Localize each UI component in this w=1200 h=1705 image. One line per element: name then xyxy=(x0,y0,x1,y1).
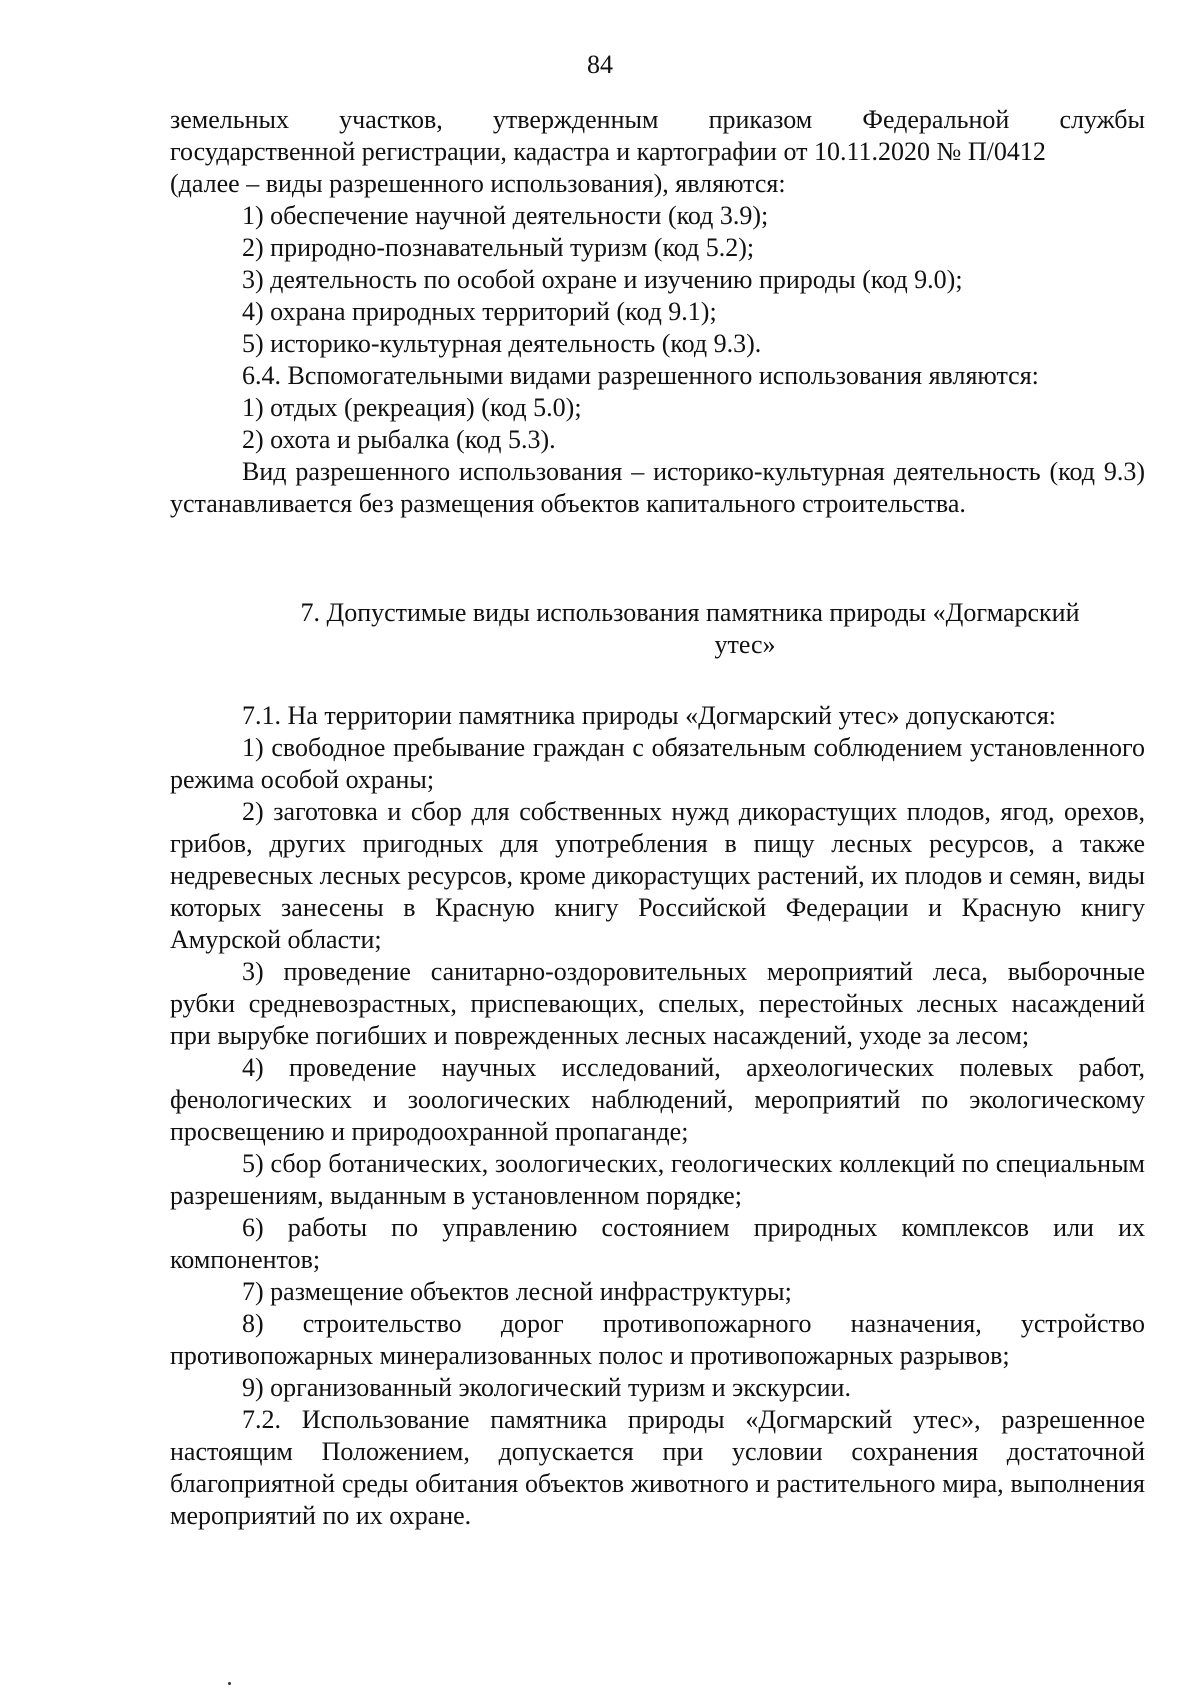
intro-word: земельных xyxy=(170,105,290,134)
intro-line-1 xyxy=(170,104,1145,136)
scan-speck xyxy=(228,1682,231,1685)
list-item: 7) размещение объектов лесной инфраструктуры; xyxy=(242,1277,792,1306)
intro-word: службы xyxy=(1059,105,1145,134)
intro-word: участков, xyxy=(339,105,443,134)
list-item: 5) сбор ботанических, зоологических, геологических коллекций по специальным разрешениям, выданным в установленном порядке; xyxy=(170,1149,1145,1210)
intro-item: 4) охрана природных территорий (код 9.1); xyxy=(242,297,717,326)
aux-item: 2) охота и рыбалка (код 5.3). xyxy=(242,425,556,454)
list-item: 6) работы по управлению состоянием природных комплексов или их компонентов; xyxy=(170,1213,1145,1274)
aux-note: Вид разрешенного использования – историко-культурная деятельность (код 9.3) устанавливается без размещения объектов капитального строительства. xyxy=(170,457,1145,518)
intro-item: 3) деятельность по особой охране и изучению природы (код 9.0); xyxy=(242,265,963,294)
list-item: 3) проведение санитарно-оздоровительных мероприятий леса, выборочные рубки средневозрастных, приспевающих, спелых, перестойных лесных насаждений при вырубке погибших и поврежденных лесных насаждений, уходе за лесом; xyxy=(170,957,1145,1050)
section-heading xyxy=(240,597,1140,661)
list-item: 9) организованный экологический туризм и экскурсии. xyxy=(242,1373,851,1402)
list-item: 4) проведение научных исследований, археологических полевых работ, фенологических и зоологических наблюдений, мероприятий по экологическому просвещению и природоохранной пропаганде; xyxy=(170,1053,1145,1146)
intro-line-3: (далее – виды разрешенного использования), являются: xyxy=(170,169,786,198)
page-number: 84 xyxy=(587,50,613,79)
list-item: 8) строительство дорог противопожарного назначения, устройство противопожарных минерализованных полос и противопожарных разрывов; xyxy=(170,1309,1145,1370)
section-heading-line-2: утес» xyxy=(714,630,776,659)
intro-item: 2) природно-познавательный туризм (код 5.2); xyxy=(242,233,755,262)
intro-item: 5) историко-культурная деятельность (код 9.3). xyxy=(242,329,762,358)
intro-word: Федеральной xyxy=(862,105,1010,134)
list-item: 2) заготовка и сбор для собственных нужд дикорастущих плодов, ягод, орехов, грибов, других пригодных для употребления в пищу лесных ресурсов, а также недревесных лесных ресурсов, кроме дикорастущих растений, их плодов и семян, виды которых занесены в Красную книгу Российской Федерации и Красную книгу Амурской области; xyxy=(170,797,1145,954)
intro-word: утвержденным xyxy=(492,105,659,134)
paragraph-7-2: 7.2. Использование памятника природы «Догмарский утес», разрешенное настоящим Положением, допускается при условии сохранения достаточной благоприятной среды обитания объектов животного и растительного мира, выполнения мероприятий по их охране. xyxy=(170,1405,1145,1530)
aux-item: 1) отдых (рекреация) (код 5.0); xyxy=(242,393,582,422)
intro-block xyxy=(170,104,1145,520)
paragraph-7-1: 7.1. На территории памятника природы «Догмарский утес» допускаются: xyxy=(242,701,1056,730)
section-body xyxy=(170,700,1145,1532)
intro-item: 1) обеспечение научной деятельности (код 3.9); xyxy=(242,201,769,230)
list-item: 1) свободное пребывание граждан с обязательным соблюдением установленного режима особой охраны; xyxy=(170,733,1145,794)
section-heading-line-1: 7. Допустимые виды использования памятника природы «Догмарский xyxy=(300,598,1080,627)
aux-title: 6.4. Вспомогательными видами разрешенного использования являются: xyxy=(242,361,1039,390)
intro-word: приказом xyxy=(708,105,813,134)
intro-line-2: государственной регистрации, кадастра и картографии от 10.11.2020 № П/0412 xyxy=(170,137,1046,166)
